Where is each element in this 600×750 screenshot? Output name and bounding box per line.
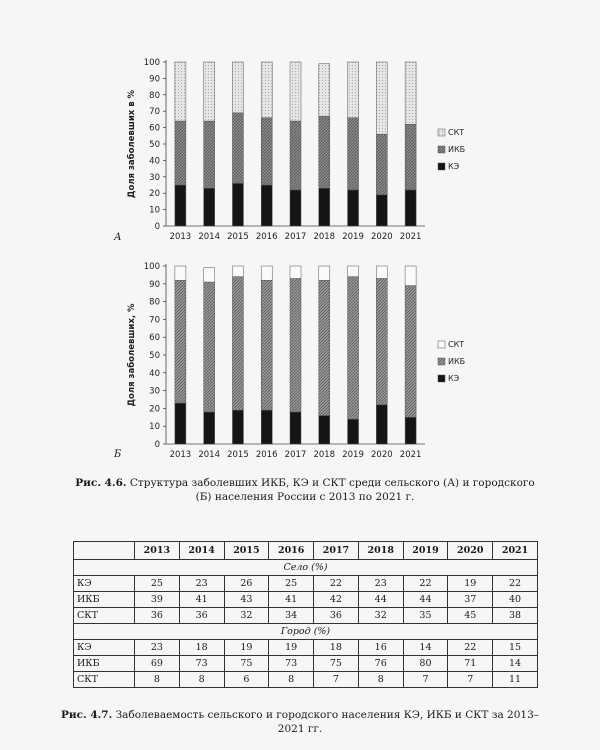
bar-segment-кэ (232, 183, 243, 226)
bar-segment-икб (261, 280, 272, 410)
table-cell: 11 (493, 672, 538, 688)
table-cell: 16 (358, 640, 403, 656)
bar-segment-скт (175, 266, 186, 280)
bar-segment-скт (405, 266, 416, 286)
x-tick-label: 2018 (313, 450, 336, 460)
table-cell: 41 (269, 592, 314, 608)
y-tick-label: 70 (149, 315, 160, 326)
bar-segment-кэ (290, 190, 301, 226)
table-cell: 19 (448, 576, 493, 592)
table-section-row (74, 624, 538, 640)
table-cell: 18 (314, 640, 359, 656)
table-cell: 76 (358, 656, 403, 672)
table-year-header: 2020 (448, 542, 493, 560)
bar-segment-кэ (348, 419, 359, 444)
table-year-header: 2013 (135, 542, 180, 560)
bar-segment-кэ (376, 195, 387, 226)
figure-caption-text: Заболеваемость сельского и городского населения КЭ, ИКБ и СКТ за 2013–2021 гг. (112, 709, 540, 735)
y-tick-label: 80 (149, 90, 160, 101)
table-cell: 40 (493, 592, 538, 608)
y-tick-label: 10 (149, 422, 160, 433)
table-row (74, 576, 538, 592)
legend-label: СКТ (448, 128, 465, 137)
table-row-label: КЭ (74, 576, 135, 592)
legend-label: ИКБ (448, 145, 466, 154)
figure-caption-4-7 (60, 708, 540, 736)
bar-segment-икб (376, 278, 387, 404)
table-cell: 18 (179, 640, 224, 656)
x-tick-label: 2021 (399, 450, 422, 460)
x-tick-label: 2014 (198, 232, 220, 242)
legend-swatch (438, 341, 445, 348)
table-cell: 26 (224, 576, 269, 592)
x-tick-label: 2021 (399, 232, 422, 242)
bar-segment-икб (319, 116, 330, 188)
table-cell: 38 (493, 608, 538, 624)
table-row-label: СКТ (74, 608, 135, 624)
bar-segment-скт (204, 268, 215, 282)
table-cell: 80 (403, 656, 448, 672)
table-year-header: 2018 (358, 542, 403, 560)
bar-segment-икб (232, 113, 243, 184)
table-cell: 14 (493, 656, 538, 672)
bar-segment-икб (348, 277, 359, 419)
bar-segment-скт (261, 62, 272, 118)
table-section-title: Город (%) (74, 624, 538, 640)
table-cell: 35 (403, 608, 448, 624)
bar-segment-икб (405, 286, 416, 418)
y-tick-label: 40 (149, 368, 160, 379)
legend-swatch (438, 146, 445, 153)
bar-segment-скт (348, 266, 359, 277)
table-cell: 73 (269, 656, 314, 672)
y-tick-label: 100 (143, 58, 160, 68)
y-tick-label: 60 (149, 123, 160, 134)
bar-segment-икб (261, 118, 272, 185)
x-tick-label: 2020 (371, 450, 393, 460)
y-tick-label: 90 (149, 279, 160, 290)
x-tick-label: 2019 (342, 232, 364, 242)
x-tick-label: 2018 (313, 232, 336, 242)
y-tick-label: 0 (154, 222, 160, 232)
x-tick-label: 2019 (342, 450, 364, 460)
y-tick-label: 20 (149, 404, 160, 415)
bar-segment-кэ (261, 185, 272, 226)
bar-segment-икб (376, 134, 387, 195)
bar-segment-скт (376, 266, 387, 278)
y-tick-label: 60 (149, 333, 160, 344)
table-cell: 8 (358, 672, 403, 688)
bar-segment-скт (204, 62, 215, 121)
table-cell: 34 (269, 608, 314, 624)
figure-caption-text: Структура заболевших ИКБ, КЭ и СКТ среди сельского (А) и городского (Б) населения России с 2013 по 2021 г. (126, 477, 535, 503)
panel-letter-a: А (114, 232, 122, 243)
bar-segment-скт (261, 266, 272, 280)
y-tick-label: 40 (149, 156, 160, 167)
table-cell: 75 (314, 656, 359, 672)
bar-segment-скт (232, 62, 243, 113)
x-tick-label: 2013 (169, 450, 192, 460)
table-row (74, 672, 538, 688)
bar-segment-кэ (319, 188, 330, 226)
bar-segment-икб (175, 280, 186, 403)
panel-letter-b: Б (114, 449, 122, 460)
bar-segment-икб (290, 121, 301, 190)
table-body (74, 560, 538, 688)
table-year-header: 2014 (179, 542, 224, 560)
y-tick-label: 50 (149, 351, 160, 361)
table-cell: 41 (179, 592, 224, 608)
x-tick-label: 2014 (198, 450, 220, 460)
legend-label: ИКБ (448, 357, 466, 366)
table-cell: 32 (358, 608, 403, 624)
table-cell: 22 (403, 576, 448, 592)
table-year-header: 2019 (403, 542, 448, 560)
bar-segment-кэ (348, 190, 359, 226)
table-cell: 42 (314, 592, 359, 608)
y-tick-label: 20 (149, 189, 160, 200)
table-year-header: 2016 (269, 542, 314, 560)
table-cell: 36 (135, 608, 180, 624)
bar-segment-кэ (319, 416, 330, 444)
y-tick-label: 30 (149, 386, 160, 397)
table-cell: 37 (448, 592, 493, 608)
table-cell: 44 (403, 592, 448, 608)
bar-segment-икб (319, 280, 330, 415)
table-section-row (74, 560, 538, 576)
bar-segment-икб (232, 277, 243, 411)
table-cell: 22 (493, 576, 538, 592)
table-cell: 23 (135, 640, 180, 656)
table-row (74, 592, 538, 608)
bar-segment-кэ (204, 412, 215, 444)
table-cell: 69 (135, 656, 180, 672)
legend-swatch (438, 129, 445, 136)
table-row-label: ИКБ (74, 656, 135, 672)
bar-segment-кэ (405, 190, 416, 226)
bar-segment-икб (175, 121, 186, 185)
table-corner-cell (74, 542, 135, 560)
y-tick-label: 70 (149, 107, 160, 118)
x-tick-label: 2016 (255, 450, 278, 460)
bar-segment-кэ (405, 417, 416, 444)
y-tick-label: 90 (149, 74, 160, 85)
bar-segment-кэ (290, 412, 301, 444)
bar-segment-скт (232, 266, 243, 277)
table-cell: 14 (403, 640, 448, 656)
table-cell: 44 (358, 592, 403, 608)
stacked-bar-chart-rural (0, 52, 600, 257)
table-cell: 25 (269, 576, 314, 592)
legend-swatch (438, 358, 445, 365)
bar-segment-кэ (232, 410, 243, 444)
bar-segment-икб (204, 282, 215, 412)
figure-caption-4-6 (70, 476, 540, 504)
table-cell: 19 (269, 640, 314, 656)
legend-swatch (438, 375, 445, 382)
table-year-header: 2021 (493, 542, 538, 560)
table-cell: 7 (403, 672, 448, 688)
y-tick-label: 30 (149, 172, 160, 183)
bar-segment-икб (348, 118, 359, 190)
bar-segment-кэ (175, 185, 186, 226)
table-row-label: СКТ (74, 672, 135, 688)
bar-segment-скт (175, 62, 186, 121)
y-tick-label: 100 (143, 262, 160, 272)
table-cell: 8 (179, 672, 224, 688)
table-row (74, 640, 538, 656)
bar-segment-скт (348, 62, 359, 118)
y-tick-label: 0 (154, 440, 160, 450)
bar-segment-кэ (204, 188, 215, 226)
x-tick-label: 2015 (227, 232, 249, 242)
bar-segment-скт (290, 266, 301, 278)
table-section-title: Село (%) (74, 560, 538, 576)
table-row-label: КЭ (74, 640, 135, 656)
legend-label: КЭ (448, 162, 460, 171)
y-axis-label: Доля заболевших, % (127, 303, 137, 407)
y-tick-label: 50 (149, 140, 160, 150)
table-row-label: ИКБ (74, 592, 135, 608)
table-cell: 25 (135, 576, 180, 592)
table-cell: 36 (179, 608, 224, 624)
table-cell: 8 (269, 672, 314, 688)
x-tick-label: 2020 (371, 232, 393, 242)
table-year-header: 2015 (224, 542, 269, 560)
incidence-table (73, 541, 538, 688)
table-year-header: 2017 (314, 542, 359, 560)
x-tick-label: 2016 (255, 232, 278, 242)
bar-segment-кэ (376, 405, 387, 444)
table-cell: 15 (493, 640, 538, 656)
table-cell: 7 (448, 672, 493, 688)
table-cell: 75 (224, 656, 269, 672)
table-cell: 23 (179, 576, 224, 592)
table-cell: 71 (448, 656, 493, 672)
figure-caption-label: Рис. 4.6. (75, 477, 127, 489)
table-cell: 19 (224, 640, 269, 656)
table-row (74, 608, 538, 624)
x-tick-label: 2013 (169, 232, 192, 242)
table-cell: 23 (358, 576, 403, 592)
table-cell: 36 (314, 608, 359, 624)
table-cell: 39 (135, 592, 180, 608)
table-row (74, 656, 538, 672)
legend-label: КЭ (448, 374, 460, 383)
table-cell: 22 (448, 640, 493, 656)
table-cell: 7 (314, 672, 359, 688)
figure-caption-label: Рис. 4.7. (60, 709, 113, 721)
bar-segment-икб (405, 124, 416, 190)
bar-segment-кэ (261, 410, 272, 444)
table-cell: 73 (179, 656, 224, 672)
table-cell: 8 (135, 672, 180, 688)
y-axis-label: Доля заболевших в % (127, 89, 137, 199)
y-tick-label: 10 (149, 205, 160, 216)
x-tick-label: 2017 (284, 232, 307, 242)
legend-swatch (438, 163, 445, 170)
bar-segment-икб (204, 121, 215, 188)
table-cell: 32 (224, 608, 269, 624)
stacked-bar-chart-urban (0, 258, 600, 468)
x-tick-label: 2017 (284, 450, 307, 460)
table-cell: 43 (224, 592, 269, 608)
x-tick-label: 2015 (227, 450, 249, 460)
bar-segment-икб (290, 278, 301, 412)
table-cell: 6 (224, 672, 269, 688)
bar-segment-скт (405, 62, 416, 124)
table-cell: 45 (448, 608, 493, 624)
bar-segment-скт (319, 266, 330, 280)
legend-label: СКТ (448, 340, 465, 349)
table-header-row (74, 542, 538, 560)
bar-segment-скт (376, 62, 387, 134)
y-tick-label: 80 (149, 297, 160, 308)
bar-segment-скт (290, 62, 301, 121)
table-cell: 22 (314, 576, 359, 592)
bar-segment-кэ (175, 403, 186, 444)
bar-segment-скт (319, 64, 330, 116)
